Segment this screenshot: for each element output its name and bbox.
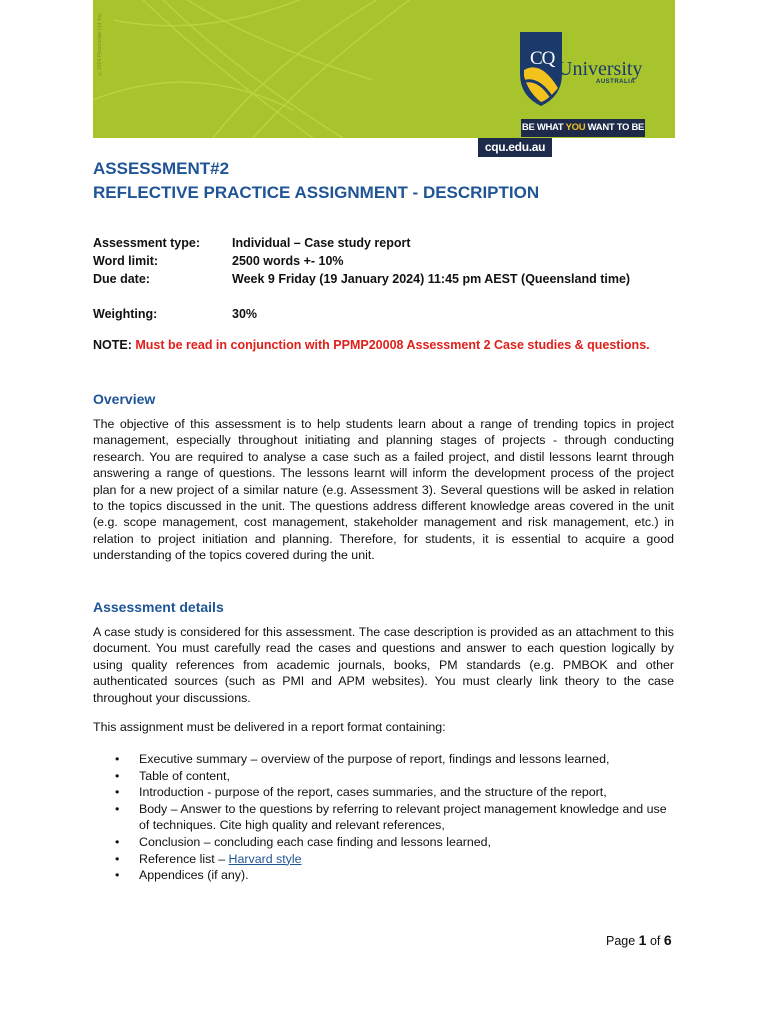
bullet: • bbox=[115, 752, 120, 766]
meta-value: 30% bbox=[232, 307, 258, 321]
meta-value: 2500 words +- 10% bbox=[232, 254, 344, 268]
tagline-pre: BE WHAT bbox=[521, 122, 566, 133]
list-item-text: Reference list – bbox=[139, 851, 229, 866]
list-item bbox=[93, 768, 678, 785]
details-paragraph: A case study is considered for this assessment. The case description is provided as an attachment to this document. You must carefully read the cases and questions and answer to each question logically by using quality references from academic journals, books, PM standards (e.g. PMBOK and other authenticated sources (such as PMI and APM websites). You must clearly link theory to the case throughout your discussions. bbox=[93, 625, 674, 705]
list-item bbox=[93, 834, 678, 851]
meta-value: Individual – Case study report bbox=[232, 236, 411, 250]
list-item-text: Executive summary – overview of the purpose of report, findings and lessons learned, bbox=[139, 752, 610, 766]
list-item bbox=[93, 867, 678, 884]
meta-label: Weighting: bbox=[93, 307, 158, 321]
logo-cq-text: CQ bbox=[530, 48, 555, 69]
list-item-text: Table of content, bbox=[139, 768, 230, 783]
meta-value: Week 9 Friday (19 January 2024) 11:45 pm AEST (Queensland time) bbox=[232, 272, 631, 286]
logo-australia-text: AUSTRALIA bbox=[596, 79, 636, 85]
logo-university-text: University bbox=[558, 58, 643, 80]
current-page: 1 bbox=[638, 932, 647, 948]
page-title bbox=[93, 157, 539, 205]
total-pages: 6 bbox=[663, 932, 672, 948]
page-word: Page bbox=[606, 934, 639, 948]
bullet: • bbox=[115, 768, 120, 783]
bullet: • bbox=[115, 801, 120, 816]
tagline-you: YOU bbox=[565, 122, 586, 133]
title-line-2: REFLECTIVE PRACTICE ASSIGNMENT - DESCRIPTION bbox=[93, 183, 540, 202]
harvard-style-link[interactable]: Harvard style bbox=[228, 851, 302, 866]
list-item bbox=[93, 784, 678, 801]
meta-label: Word limit: bbox=[93, 254, 159, 268]
bullet: • bbox=[115, 868, 120, 883]
bullet: • bbox=[115, 851, 120, 866]
note-label: NOTE: bbox=[93, 338, 132, 352]
copyright-text: ©2024 Placeholder Ltd. Inc. bbox=[97, 11, 103, 76]
website-badge: cqu.edu.au bbox=[478, 138, 552, 157]
list-item-text: Appendices (if any). bbox=[139, 868, 249, 883]
cqu-logo bbox=[518, 30, 648, 110]
list-item-text: Conclusion – concluding each case finding and lessons learned, bbox=[139, 834, 491, 849]
overview-heading: Overview bbox=[93, 391, 156, 407]
meta-label: Assessment type: bbox=[93, 236, 200, 250]
details-intro: This assignment must be delivered in a report format containing: bbox=[93, 720, 446, 734]
tagline-post: WANT TO BE bbox=[585, 122, 645, 133]
meta-label: Due date: bbox=[93, 272, 150, 286]
title-line-1: ASSESSMENT#2 bbox=[93, 159, 230, 178]
bullet: • bbox=[115, 785, 120, 800]
list-item-text: Introduction - purpose of the report, cases summaries, and the structure of the report, bbox=[139, 785, 607, 800]
list-item bbox=[93, 851, 678, 868]
page-number bbox=[606, 932, 672, 948]
important-note bbox=[93, 338, 650, 352]
note-text: Must be read in conjunction with PPMP20008 Assessment 2 Case studies & questions. bbox=[131, 338, 650, 352]
report-contents-list bbox=[93, 751, 678, 884]
details-heading: Assessment details bbox=[93, 599, 224, 615]
list-item bbox=[93, 751, 678, 768]
bullet: • bbox=[115, 834, 120, 849]
list-item-text: Body – Answer to the questions by referring to relevant project management knowledge and use of techniques. Cite high quality and relevant references, bbox=[139, 801, 667, 833]
tagline bbox=[521, 119, 645, 137]
header-banner bbox=[93, 0, 675, 138]
of-word: of bbox=[646, 934, 664, 948]
list-item bbox=[93, 801, 678, 834]
overview-paragraph: The objective of this assessment is to help students learn about a range of trending topics in project management, especially throughout initiating and planning stages of projects - through conducting research. You are required to analyse a case such as a failed project, and distil lessons learnt through answering a range of questions. The lessons learnt will inform the development process of the project plan for a new project of a similar nature (e.g. Assessment 3). Several questions will be asked in relation to the topics discussed in the unit. The questions address different knowledge areas covered in the unit (e.g. scope management, cost management, stakeholder management and risk management, etc.) in relation to project initiation and planning. Therefore, for students, it is essential to acquire a good understanding of the topics covered during the unit. bbox=[93, 417, 674, 563]
